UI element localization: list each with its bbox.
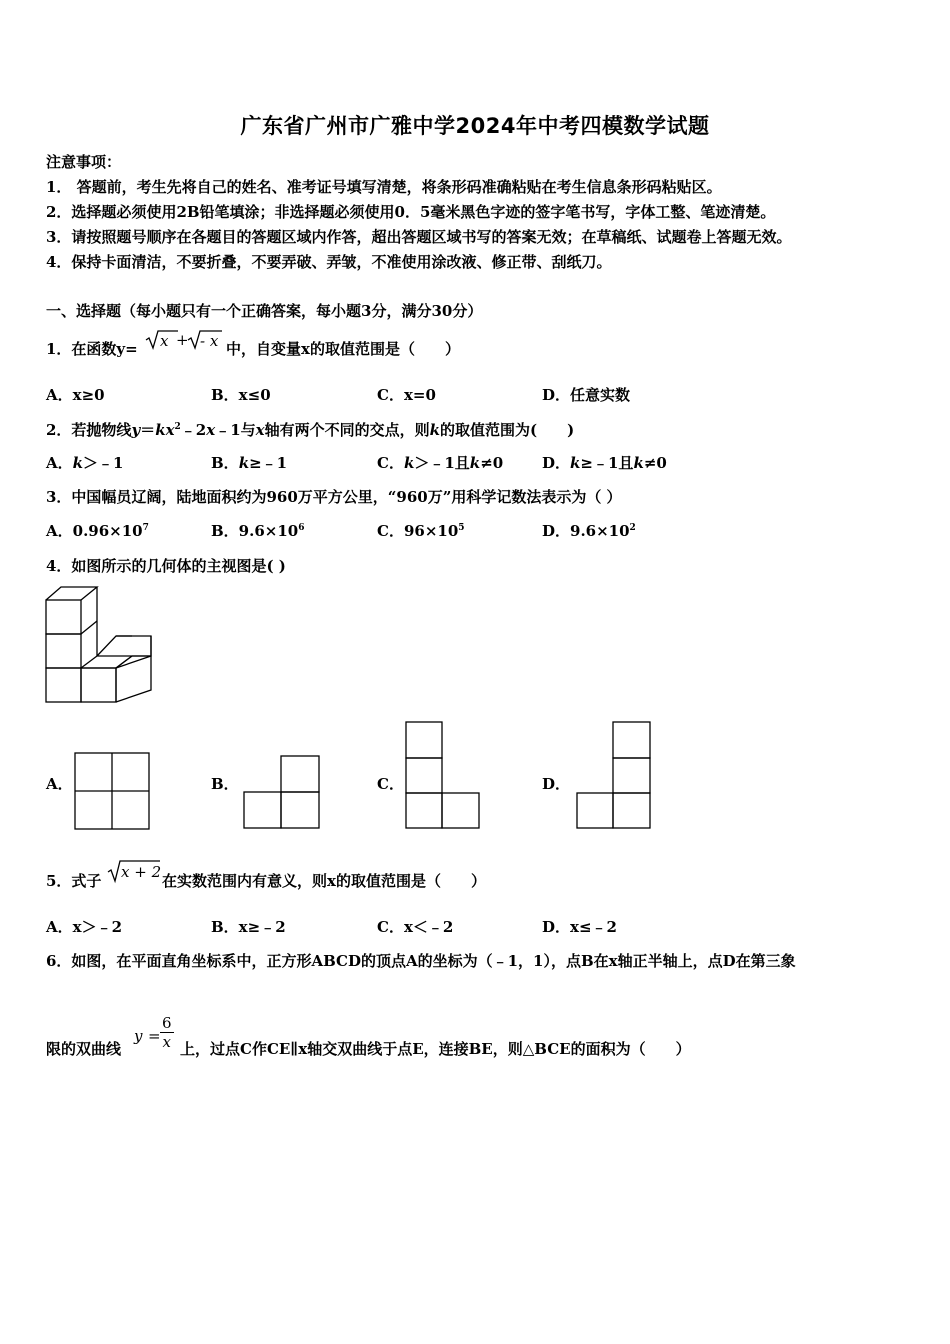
q4-option-d-figure [576, 721, 652, 829]
q2-option-a: A．k＞﹣1 [46, 454, 124, 472]
q4-option-d-label: D． [542, 775, 571, 793]
notice-item-4: 4．保持卡面清洁，不要折叠，不要弄破、弄皱，不准使用涂改液、修正带、刮纸刀。 [46, 253, 612, 271]
q4-option-b-label: B． [211, 775, 239, 793]
q4-text: 4．如图所示的几何体的主视图是( ) [46, 557, 286, 575]
notice-item-3: 3．请按照题号顺序在各题目的答题区域内作答，超出答题区域书写的答案无效；在草稿纸、试题卷上答题无效。 [46, 228, 792, 246]
q5-option-d: D．x≤﹣2 [542, 918, 617, 936]
q5-option-c: C．x＜﹣2 [377, 918, 454, 936]
q1-rad2: - x [200, 332, 219, 350]
q2-option-d: D．k≥﹣1且k≠0 [542, 454, 667, 472]
q4-option-c-label: C． [377, 775, 404, 793]
q1-option-d: D．任意实数 [542, 386, 631, 404]
notice-heading: 注意事项： [46, 153, 122, 171]
q1-option-c: C．x=0 [377, 386, 436, 404]
q6-line1: 6．如图，在平面直角坐标系中，正方形ABCD的顶点A的坐标为（﹣1，1），点B在x轴正半轴上，点D在第三象 [46, 952, 796, 970]
q6-fraction: $\frac{6}{x}$ [162, 1014, 172, 1051]
section-heading: 一、选择题（每小题只有一个正确答案，每小题3分，满分30分） [46, 302, 483, 320]
q3-option-b: B．$9.6\times 10^6$ [211, 522, 305, 540]
page-title: 广东省广州市广雅中学2024年中考四模数学试题 [240, 114, 710, 138]
q1-post: 中，自变量x的取值范围是（ ） [226, 340, 460, 358]
q2-option-b: B．k≥﹣1 [211, 454, 288, 472]
q3-text: 3．中国幅员辽阔，陆地面积约为960万平方公里，“960万”用科学记数法表示为（ ） [46, 488, 622, 506]
q6-eq: = [148, 1027, 161, 1045]
q4-solid-figure [44, 584, 164, 709]
q1-option-a: A．x≥0 [46, 386, 105, 404]
q3-option-c: C．$96\times 10^5$ [377, 522, 465, 540]
q3-option-d: D．$9.6\times 10^2$ [542, 522, 636, 540]
q2-text: 2．若抛物线$y=kx^2﹣2x﹣1$与x轴有两个不同的交点，则k的取值范围为( ) [46, 421, 575, 439]
q4-option-a-label: A． [46, 775, 73, 793]
q1-option-b: B．x≤0 [211, 386, 271, 404]
q5-option-b: B．x≥﹣2 [211, 918, 286, 936]
q1-plus: + [176, 331, 189, 349]
q5-rad: x + 2 [121, 863, 162, 881]
q3-option-a: A．$0.96\times 10^7$ [46, 522, 149, 540]
q4-option-b-figure [243, 755, 321, 829]
q5-option-a: A．x＞﹣2 [46, 918, 123, 936]
q5-pre: 5．式子 [46, 872, 102, 890]
q5-post: 在实数范围内有意义，则x的取值范围是（ ） [162, 872, 486, 890]
q2-option-c: C．k＞﹣1且k≠0 [377, 454, 504, 472]
q1-pre: 1．在函数y= [46, 340, 138, 358]
q4-option-a-figure [74, 752, 150, 830]
q1-rad1: x [160, 332, 169, 350]
q6-y: y [134, 1027, 143, 1045]
q1-text [46, 339, 138, 359]
q6-line2-post: 上，过点C作CE∥x轴交双曲线于点E，连接BE，则△BCE的面积为（ ） [180, 1040, 691, 1058]
notice-item-2: 2．选择题必须使用2B铅笔填涂；非选择题必须使用0．5毫米黑色字迹的签字笔书写，字体工整、笔迹清楚。 [46, 203, 776, 221]
q4-option-c-figure [405, 721, 481, 829]
notice-item-1: 1． 答题前，考生先将自己的姓名、准考证号填写清楚，将条形码准确粘贴在考生信息条形码粘贴区。 [46, 178, 722, 196]
q6-line2-pre: 限的双曲线 [46, 1040, 122, 1058]
